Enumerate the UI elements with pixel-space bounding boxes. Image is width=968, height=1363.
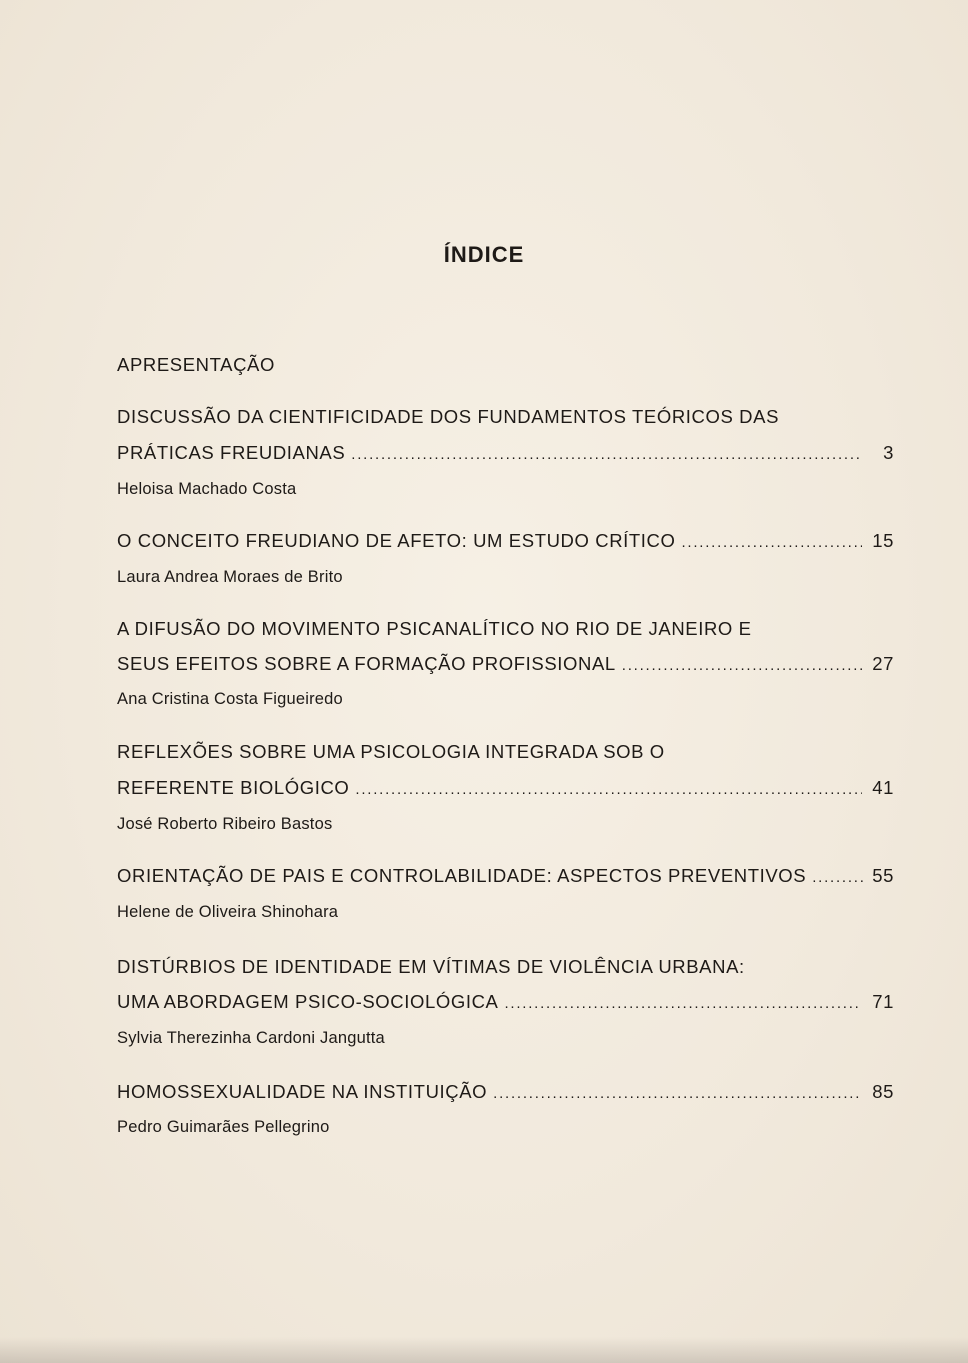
toc-entry-title-line: HOMOSSEXUALIDADE NA INSTITUIÇÃO bbox=[117, 1081, 488, 1102]
toc-entry-title-line: UMA ABORDAGEM PSICO-SOCIOLÓGICA bbox=[117, 991, 499, 1012]
page-number: 71 bbox=[872, 991, 894, 1012]
toc-entry-leader-line bbox=[117, 653, 894, 675]
toc-entry-title-line: A DIFUSÃO DO MOVIMENTO PSICANALÍTICO NO RIO DE JANEIRO E bbox=[117, 618, 752, 639]
page-number: 27 bbox=[872, 653, 894, 674]
toc-entry-apresentacao: APRESENTAÇÃO bbox=[117, 354, 275, 375]
toc-entry-title-line: DISCUSSÃO DA CIENTIFICIDADE DOS FUNDAMENTOS TEÓRICOS DAS bbox=[117, 406, 780, 427]
page-number: 15 bbox=[872, 530, 894, 551]
page-number: 3 bbox=[883, 442, 894, 463]
toc-entry-title-line: REFLEXÕES SOBRE UMA PSICOLOGIA INTEGRADA SOB O bbox=[117, 741, 665, 762]
toc-entry-leader-line bbox=[117, 865, 894, 887]
toc-entry-author: José Roberto Ribeiro Bastos bbox=[117, 815, 333, 833]
dot-leader bbox=[504, 995, 862, 1012]
toc-entry-leader-line bbox=[117, 442, 894, 464]
dot-leader bbox=[622, 657, 862, 674]
page-title: ÍNDICE bbox=[443, 242, 525, 267]
page-number: 55 bbox=[872, 865, 894, 886]
toc-entry-author: Laura Andrea Moraes de Brito bbox=[117, 568, 343, 586]
dot-leader bbox=[682, 534, 863, 551]
toc-entry-author: Ana Cristina Costa Figueiredo bbox=[117, 690, 343, 708]
toc-entry-title-line: SEUS EFEITOS SOBRE A FORMAÇÃO PROFISSIONAL bbox=[117, 653, 616, 674]
toc-entry-title-line: ORIENTAÇÃO DE PAIS E CONTROLABILIDADE: ASPECTOS PREVENTIVOS bbox=[117, 865, 807, 886]
toc-entry-leader-line bbox=[117, 777, 894, 799]
toc-entry-title-line: PRÁTICAS FREUDIANAS bbox=[117, 442, 346, 463]
toc-entry-title-line: REFERENTE BIOLÓGICO bbox=[117, 777, 350, 798]
page-edge-shadow bbox=[0, 1337, 968, 1363]
dot-leader bbox=[351, 446, 862, 463]
toc-entry-author: Heloisa Machado Costa bbox=[117, 480, 297, 498]
toc-entry-author: Sylvia Therezinha Cardoni Jangutta bbox=[117, 1029, 385, 1047]
dot-leader bbox=[493, 1085, 862, 1102]
toc-entry-author: Pedro Guimarães Pellegrino bbox=[117, 1118, 330, 1136]
page-number: 41 bbox=[872, 777, 894, 798]
toc-entry-title-line: DISTÚRBIOS DE IDENTIDADE EM VÍTIMAS DE VIOLÊNCIA URBANA: bbox=[117, 956, 745, 977]
dot-leader bbox=[812, 869, 864, 886]
dot-leader bbox=[355, 781, 862, 798]
toc-entry-author: Helene de Oliveira Shinohara bbox=[117, 903, 339, 921]
toc-entry-leader-line bbox=[117, 991, 894, 1013]
toc-entry-title-line: O CONCEITO FREUDIANO DE AFETO: UM ESTUDO CRÍTICO bbox=[117, 530, 676, 551]
toc-entry-leader-line bbox=[117, 530, 894, 552]
page-number: 85 bbox=[872, 1081, 894, 1102]
toc-entry-leader-line bbox=[117, 1081, 894, 1103]
